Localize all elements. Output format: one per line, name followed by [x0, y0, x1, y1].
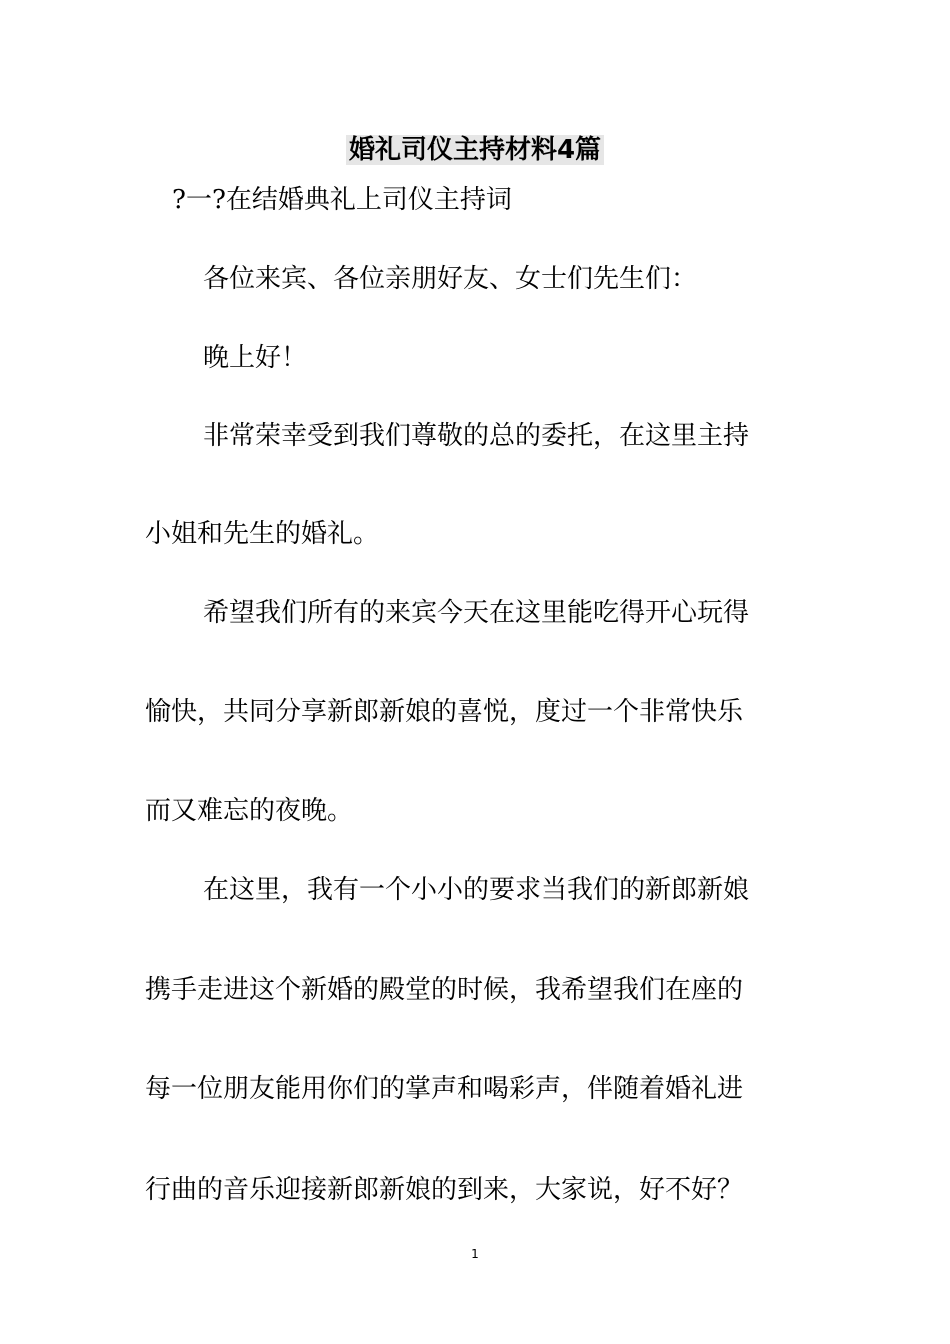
paragraph-line: 非常荣幸受到我们尊敬的总的委托，在这里主持 — [203, 421, 750, 451]
paragraph-line: 行曲的音乐迎接新郎新娘的到来，大家说，好不好？ — [145, 1175, 744, 1205]
section-heading: ?一?在结婚典礼上司仪主持词 — [172, 185, 512, 215]
paragraph-line: 而又难忘的夜晚。 — [145, 796, 354, 826]
paragraph-line: 小姐和先生的婚礼。 — [145, 519, 380, 549]
page-number: 1 — [471, 1247, 479, 1261]
paragraph-line: 愉快，共同分享新郎新娘的喜悦，度过一个非常快乐 — [145, 697, 744, 727]
paragraph-line: 希望我们所有的来宾今天在这里能吃得开心玩得 — [203, 598, 750, 628]
paragraph-line: 携手走进这个新婚的殿堂的时候，我希望我们在座的 — [145, 975, 744, 1005]
document-title — [0, 130, 950, 170]
paragraph-line: 各位来宾、各位亲朋好友、女士们先生们： — [203, 264, 698, 294]
paragraph-line: 每一位朋友能用你们的掌声和喝彩声，伴随着婚礼进 — [145, 1074, 744, 1104]
paragraph-line: 在这里，我有一个小小的要求当我们的新郎新娘 — [203, 875, 750, 905]
document-title-text: 婚礼司仪主持材料4篇 — [346, 135, 604, 165]
paragraph-line: 晚上好！ — [203, 343, 308, 373]
